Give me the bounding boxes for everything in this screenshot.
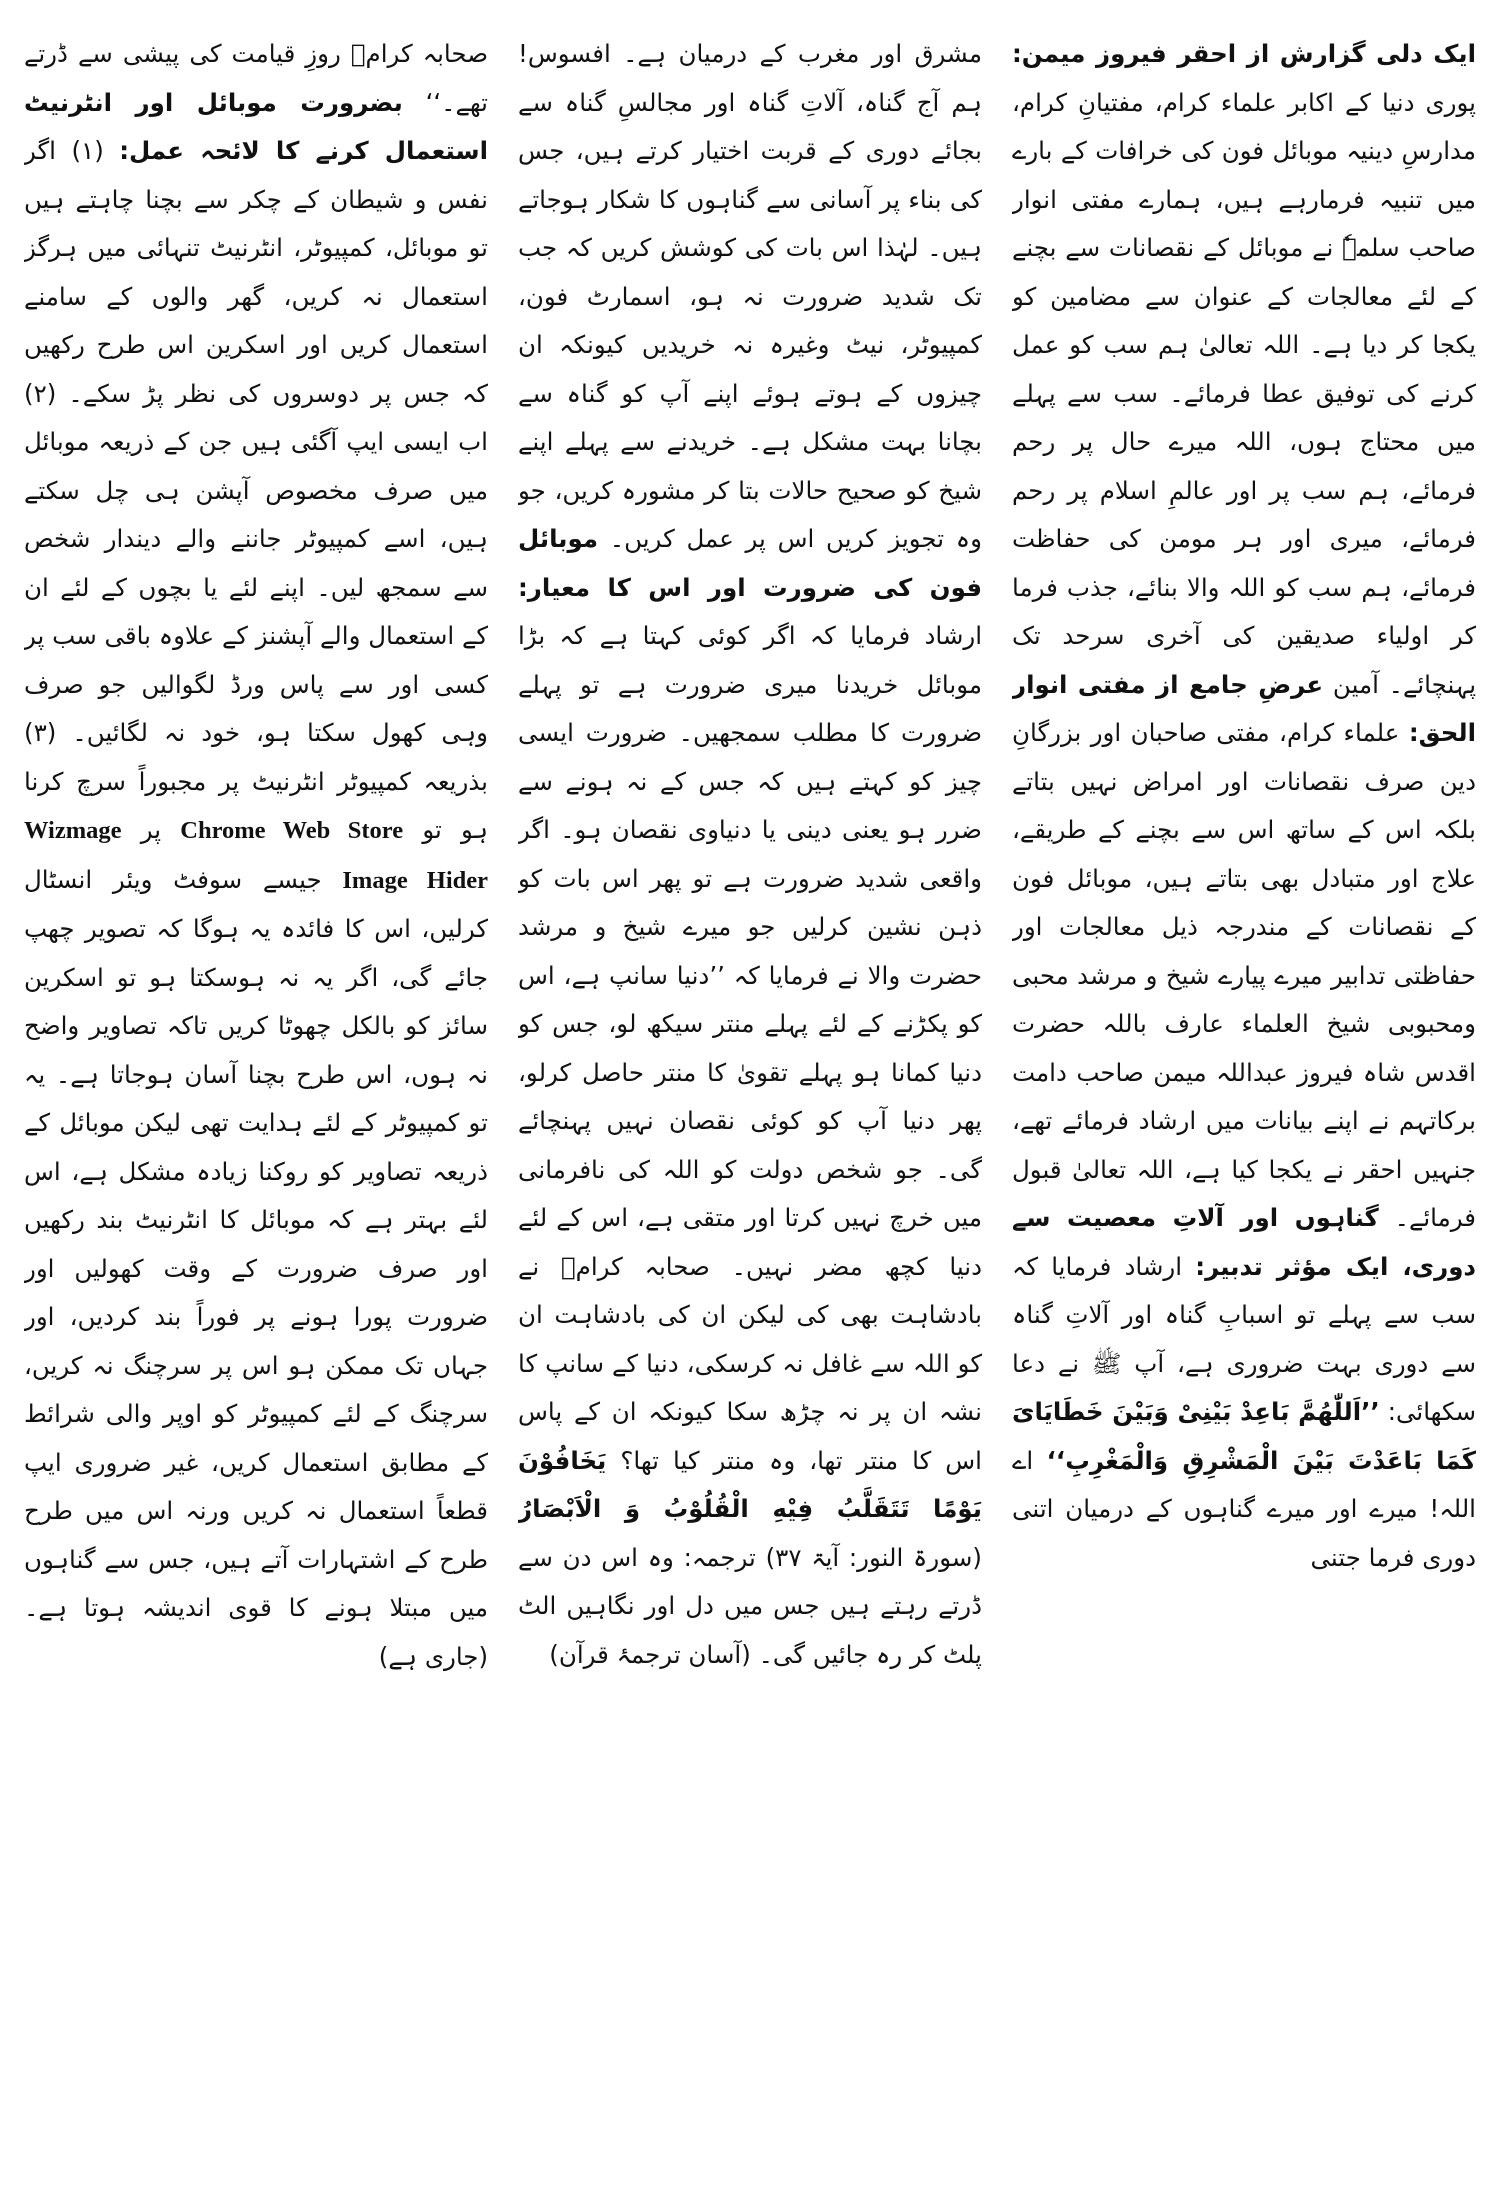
column-text xyxy=(1012,30,1476,1582)
body-text: ارشاد فرمایا کہ سب سے پہلے تو اسبابِ گناہ اور آلاتِ گناہ سے دوری بہت ضروری ہے، آپ ﷺ نے دعا سکھائی: xyxy=(1012,1251,1476,1426)
body-text: (۱) اگر نفس و شیطان کے چکر سے بچنا چاہتے ہیں تو موبائل، کمپیوٹر، انٹرنیٹ تنہائی میں ہرگز استعمال نہ کریں، گھر والوں کے سامنے استعمال کریں اور اسکرین اس طرح رکھیں کہ جس پر دوسروں کی نظر پڑ سکے۔ (۲) اب ایسی ایپ آگئی ہیں جن کے ذریعہ موبائل میں صرف مخصوص آپشن ہی چل سکتے ہیں، اسے کمپیوٹر جاننے والے دیندار شخص سے سمجھ لیں۔ اپنے لئے یا بچوں کے لئے ان کے استعمال والے آپشنز کے علاوہ باقی سب پر کسی اور سے پاس ورڈ لگوالیں جو صرف وہی کھول سکتا ہو، خود نہ لگائیں۔ (۳) بذریعہ کمپیوٹر انٹرنیٹ پر مجبوراً سرچ کرنا ہو تو xyxy=(24,136,488,844)
body-text: ارشاد فرمایا کہ اگر کوئی کہتا ہے کہ بڑا موبائل خریدنا میری ضرورت ہے تو پہلے ضرورت کا مطلب سمجھیں۔ ضرورت ایسی چیز کو کہتے ہیں کہ جس کے نہ ہونے سے ضرر ہو یعنی دینی یا دنیاوی نقصان ہو۔ اگر واقعی شدید ضرورت ہے تو پھر اس بات کو ذہن نشین کرلیں جو میرے شیخ و مرشد حضرت والا نے فرمایا کہ ’’دنیا سانپ ہے، اس کو پکڑنے کے لئے پہلے منتر سیکھ لو، جس کو دنیا کمانا ہو پہلے تقویٰ کا منتر حاصل کرلو، پھر دنیا آپ کو کوئی نقصان نہیں پہنچائے گی۔ جو شخص دولت کو اللہ کی نافرمانی میں خرچ نہیں کرتا اور متقی ہے، اس کے لئے دنیا کچھ مضر نہیں۔ صحابہ کرامؓ نے بادشاہت بھی کی لیکن ان کی بادشاہت ان کو اللہ سے غافل نہ کرسکی، دنیا کے سانپ کا نشہ ان پر نہ چڑھ سکا کیونکہ ان کے پاس اس کا منتر تھا، وہ منتر کیا تھا؟ xyxy=(518,621,982,1475)
arabic-verse: ’’اَللّٰھُمَّ بَاعِدْ بَیْنِیْ وَبَیْنَ خَطَایَایَ کَمَا بَاعَدْتَ بَیْنَ الْمَشْرِقِ وَالْمَغْرِبِ‘‘ xyxy=(1012,1397,1476,1475)
body-text: صحابہ کرامؓ روزِ قیامت کی پیشی سے ڈرتے تھے۔‘‘ xyxy=(24,39,488,117)
body-text: پر xyxy=(140,815,162,844)
body-text: (سورۃ النور: آیۃ ۳۷) ترجمہ: وہ اس دن سے ڈرتے رہتے ہیں جس میں دل اور نگاہیں الٹ پلٹ کر رہ جائیں گی۔ (آسان ترجمۂ قرآن) xyxy=(518,1542,982,1669)
body-text: مشرق اور مغرب کے درمیان ہے۔ افسوس! ہم آج گناہ، آلاتِ گناہ اور مجالسِ گناہ سے بجائے دوری کے قربت اختیار کرتے ہیں، جس کی بناء پر آسانی سے گناہوں کا شکار ہوجاتے ہیں۔ لہٰذا اس بات کی کوشش کریں کہ جب تک شدید ضرورت نہ ہو، اسمارٹ فون، کمپیوٹر، نیٹ وغیرہ نہ خریدیں کیونکہ ان چیزوں کے ہوتے ہوئے اپنے آپ کو گناہ سے بچانا بہت مشکل ہے۔ خریدنے سے پہلے اپنے شیخ کو صحیح حالات بتا کر مشورہ کریں، جو وہ تجویز کریں اس پر عمل کریں۔ xyxy=(518,39,982,553)
body-text: اے اللہ! میرے اور میرے گناہوں کے درمیان اتنی دوری فرما جتنی xyxy=(1012,1445,1476,1572)
section-heading: بضرورت موبائل اور انٹرنیٹ استعمال کرنے کا لائحہ عمل: xyxy=(24,87,488,165)
section-heading: ایک دلی گزارش از احقر فیروز میمن: xyxy=(1012,39,1476,68)
section-heading: گناہوں اور آلاتِ معصیت سے دوری، ایک مؤثر تدبیر: xyxy=(1012,1203,1476,1281)
english-term: Wizmage Image Hider xyxy=(24,817,488,894)
section-heading: عرضِ جامع از مفتی انوار الحق: xyxy=(1012,669,1476,747)
section-heading: موبائل فون کی ضرورت اور اس کا معیار: xyxy=(518,524,982,602)
body-text: جیسے سوفٹ ویئر انسٹال کرلیں، اس کا فائدہ یہ ہوگا کہ تصویر چھپ جائے گی، اگر یہ نہ ہوسکتا ہو تو اسکرین سائز کو بالکل چھوٹا کریں تاکہ تصاویر واضح نہ ہوں، اس طرح بچنا آسان ہوجاتا ہے۔ یہ تو کمپیوٹر کے لئے ہدایت تھی لیکن موبائل کے ذریعہ تصاویر کو روکنا زیادہ مشکل ہے، اس لئے بہتر ہے کہ موبائل کا انٹرنیٹ بند رکھیں اور صرف ضرورت کے وقت کھولیں اور ضرورت پورا ہونے پر فوراً بند کردیں، اور جہاں تک ممکن ہو اس پر سرچنگ نہ کریں، سرچنگ کے لئے کمپیوٹر کو اوپر والی شرائط کے مطابق استعمال کریں، غیر ضروری ایپ قطعاً استعمال نہ کریں ورنہ اس میں طرح طرح کے اشتہارات آتے ہیں، جس سے گناہوں میں مبتلا ہونے کا قوی اندیشہ ہوتا ہے۔ (جاری ہے) xyxy=(24,864,488,1671)
column-text xyxy=(518,30,982,1679)
column-middle xyxy=(518,30,982,2180)
column-right xyxy=(1012,30,1476,2180)
column-text xyxy=(24,30,488,1681)
body-text: علماء کرام، مفتی صاحبان اور بزرگانِ دین صرف نقصانات اور امراض نہیں بتاتے بلکہ اس کے ساتھ اس سے بچنے کے طریقے، علاج اور متبادل بھی بتاتے ہیں، موبائل فون کے نقصانات کے مندرجہ ذیل معالجات اور حفاظتی تدابیر میرے پیارے شیخ و مرشد محبی ومحبوبی شیخ العلماء عارف باللہ حضرت اقدس شاہ فیروز عبداللہ میمن صاحب دامت برکاتہم نے اپنے بیانات میں ارشاد فرمائے تھے، جنہیں احقر نے یکجا کیا ہے، اللہ تعالیٰ قبول فرمائے۔ xyxy=(1012,718,1476,1232)
english-term: Chrome Web Store xyxy=(180,817,404,844)
arabic-verse: یَخَافُوْنَ یَوْمًا تَتَقَلَّبُ فِیْهِ الْقُلُوْبُ وَ الْاَبْصَارُ xyxy=(518,1445,982,1523)
body-text: پوری دنیا کے اکابر علماء کرام، مفتیانِ کرام، مدارسِ دینیہ موبائل فون کی خرافات کے بارے میں تنبیہ فرمارہے ہیں، ہمارے مفتی انوار صاحب سلمہٗ نے موبائل کے نقصانات سے بچنے کے لئے معالجات کے عنوان سے مضامین کو یکجا کر دیا ہے۔ اللہ تعالیٰ ہم سب کو عمل کرنے کی توفیق عطا فرمائے۔ سب سے پہلے میں محتاج ہوں، اللہ میرے حال پر رحم فرمائے، ہم سب پر اور عالمِ اسلام پر رحم فرمائے، میری اور ہر مومن کی حفاظت فرمائے، ہم سب کو اللہ والا بنائے، جذب فرما کر اولیاء صدیقین کی آخری سرحد تک پہنچائے۔ آمین xyxy=(1012,87,1476,699)
column-left xyxy=(24,30,488,2180)
